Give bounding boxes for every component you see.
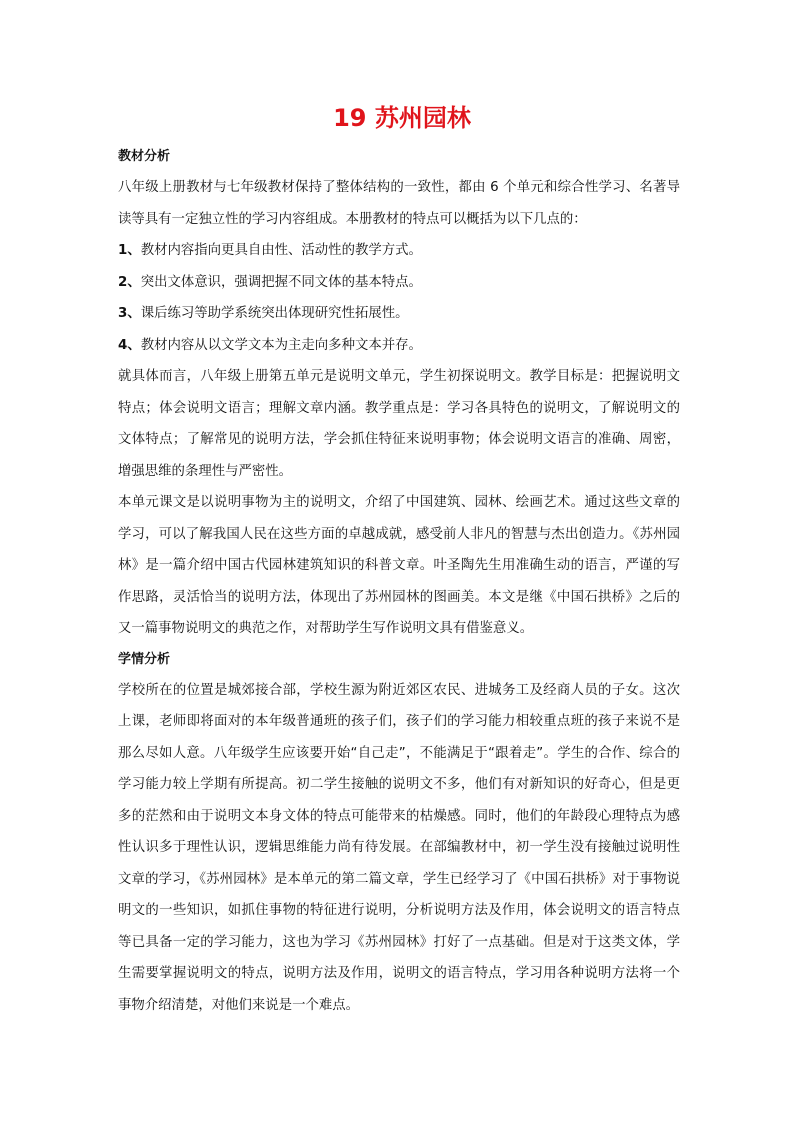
list-item	[118, 267, 680, 299]
unit-texts-paragraph: 本单元课文是以说明事物为主的说明文，介绍了中国建筑、园林、绘画艺术。通过这些文章的学习，可以了解我国人民在这些方面的卓越成就，感受前人非凡的智慧与杰出创造力。《苏州园林》是一篇介绍中国古代园林建筑知识的科普文章。叶圣陶先生用准确生动的语言，严谨的写作思路，灵活恰当的说明方法，体现出了苏州园林的图画美。本文是继《中国石拱桥》之后的又一篇事物说明文的典范之作，对帮助学生写作说明文具有借鉴意义。	[118, 495, 680, 636]
textbook-analysis-intro: 八年级上册教材与七年级教材保持了整体结构的一致性，都由 6 个单元和综合性学习、名著导读等具有一定独立性的学习内容组成。本册教材的特点可以概括为以下几点的：	[118, 180, 680, 227]
document-title: 19 苏州园林	[333, 104, 471, 132]
list-item-text: 课后练习等助学系统突出体现研究性拓展性。	[140, 306, 409, 321]
section-heading-student-analysis: 学情分析	[118, 651, 171, 667]
list-item-number: 3、	[118, 306, 141, 321]
unit-objectives-paragraph: 就具体而言，八年级上册第五单元是说明文单元，学生初探说明文。教学目标是：把握说明文特点；体会说明文语言；理解文章内涵。教学重点是：学习各具特色的说明文，了解说明文的文体特点；了解常见的说明方法，学会抓住特征来说明事物；体会说明文语言的准确、周密，增强思维的条理性与严密性。	[118, 369, 680, 479]
list-item-number: 4、	[118, 337, 141, 353]
list-item-text: 突出文体意识，强调把握不同文体的基本特点。	[140, 274, 422, 290]
document-page	[118, 100, 680, 1021]
list-item-number: 1、	[118, 243, 141, 258]
section-heading-textbook-analysis: 教材分析	[118, 149, 171, 164]
list-item-number: 2、	[118, 274, 141, 290]
list-item	[118, 298, 680, 330]
list-item	[118, 235, 680, 267]
list-item-text: 教材内容指向更具自由性、活动性的教学方式。	[140, 243, 422, 258]
list-item-text: 教材内容从以文学文本为主走向多种文本并存。	[140, 337, 422, 353]
textbook-features-list	[118, 235, 680, 361]
student-analysis-paragraph: 学校所在的位置是城郊接合部，学校生源为附近郊区农民、进城务工及经商人员的子女。这次上课，老师即将面对的本年级普通班的孩子们，孩子们的学习能力相较重点班的孩子来说不是那么尽如人意。八年级学生应该要开始“自己走”，不能满足于“跟着走”。学生的合作、综合的学习能力较上学期有所提高。初二学生接触的说明文不多，他们有对新知识的好奇心，但是更多的茫然和由于说明文本身文体的特点可能带来的枯燥感。同时，他们的年龄段心理特点为感性认识多于理性认识，逻辑思维能力尚有待发展。在部编教材中，初一学生没有接触过说明性文章的学习，《苏州园林》是本单元的第二篇文章，学生已经学习了《中国石拱桥》对于事物说明文的一些知识，如抓住事物的特征进行说明，分析说明方法及作用，体会说明文的语言特点等已具备一定的学习能力，这也为学习《苏州园林》打好了一点基础。但是对于这类文体，学生需要掌握说明文的特点，说明方法及作用，说明文的语言特点，学习用各种说明方法将一个事物介绍清楚，对他们来说是一个难点。	[118, 682, 680, 1013]
list-item	[118, 330, 680, 362]
